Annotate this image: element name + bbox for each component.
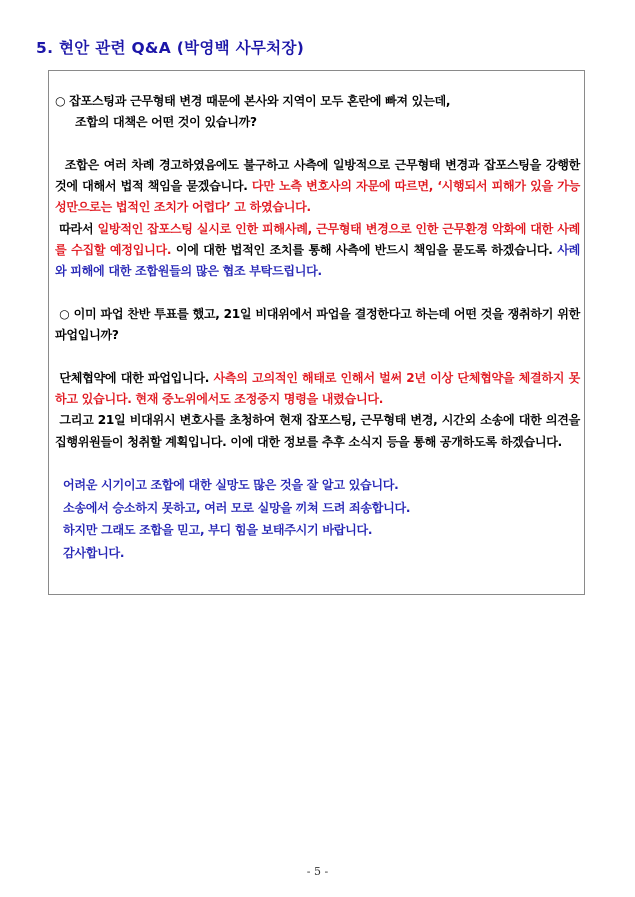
question-2 (55, 304, 580, 347)
question-1-line-1: ○ 잡포스팅과 근무형태 변경 때문에 본사와 지역이 모두 혼란에 빠져 있는데, (55, 94, 451, 108)
section-title: 5. 현안 관련 Q&A (박영백 사무처장) (36, 39, 305, 57)
question-2-text: ○ 이미 파업 찬반 투표를 했고, 21일 비대위에서 파업을 결정한다고 하는데 어떤 것을 쟁취하기 위한 파업입니까? (55, 306, 580, 343)
closing-line-2: 소송에서 승소하지 못하고, 여러 모로 실망을 끼쳐 드려 죄송합니다. (63, 500, 411, 515)
answer-2-paragraph-2 (55, 410, 580, 453)
answer-1-text-2a: 따라서 (59, 221, 94, 236)
answer-1-text: 조합은 여러 차례 경고하였음에도 불구하고 사측에 일방적으로 근무형태 변경과 잡포스팅을 강행한 것에 대해서 법적 책임을 묻겠습니다. (55, 157, 580, 194)
answer-1-highlight-red: 다만 노측 변호사의 자문에 따르면, ‘시행되서 피해가 있을 가능성만으로는 법적인 조치가 어렵다’ 고 하였습니다. (55, 179, 580, 215)
answer-1-paragraph-2 (55, 219, 580, 283)
closing-line-4: 감사합니다. (63, 545, 125, 560)
answer-1-highlight-red-2: 일방적인 잡포스팅 실시로 인한 피해사례, 근무형태 변경으로 인한 근무환경 악화에 대한 사례를 수집할 예정입니다. (55, 221, 580, 258)
answer-2-paragraph-1 (55, 368, 580, 411)
closing-line-3: 하지만 그래도 조합을 믿고, 부디 힘을 보태주시기 바랍니다. (63, 523, 373, 538)
question-1-line-2: 조합의 대책은 어떤 것이 있습니까? (75, 115, 257, 130)
answer-1-text-2b: 이에 대한 법적인 조치를 통해 사측에 반드시 책임을 묻도록 하겠습니다. (175, 243, 553, 258)
answer-2-highlight-red: 사측의 고의적인 해태로 인해서 벌써 2년 이상 단체협약을 체결하지 못하고 있습니다. 현재 중노위에서도 조정중지 명령을 내렸습니다. (55, 370, 580, 407)
page-number: - 5 - (306, 865, 329, 878)
qa-box (48, 70, 585, 595)
answer-1-paragraph-1 (55, 155, 580, 219)
answer-2-text-2: 그리고 21일 비대위시 변호사를 초청하여 현재 잡포스팅, 근무형태 변경, 시간외 소송에 대한 의견을 집행위원들이 청취할 계획입니다. 이에 대한 정보를 추후 소식지 등을 통해 공개하도록 하겠습니다. (55, 413, 580, 449)
closing-line-1: 어려운 시기이고 조합에 대한 실망도 많은 것을 잘 알고 있습니다. (63, 478, 399, 493)
question-1 (55, 91, 580, 134)
answer-1-highlight-blue: 사례와 피해에 대한 조합원들의 많은 협조 부탁드립니다. (55, 243, 580, 279)
answer-2-text: 단체협약에 대한 파업입니다. (59, 370, 210, 385)
